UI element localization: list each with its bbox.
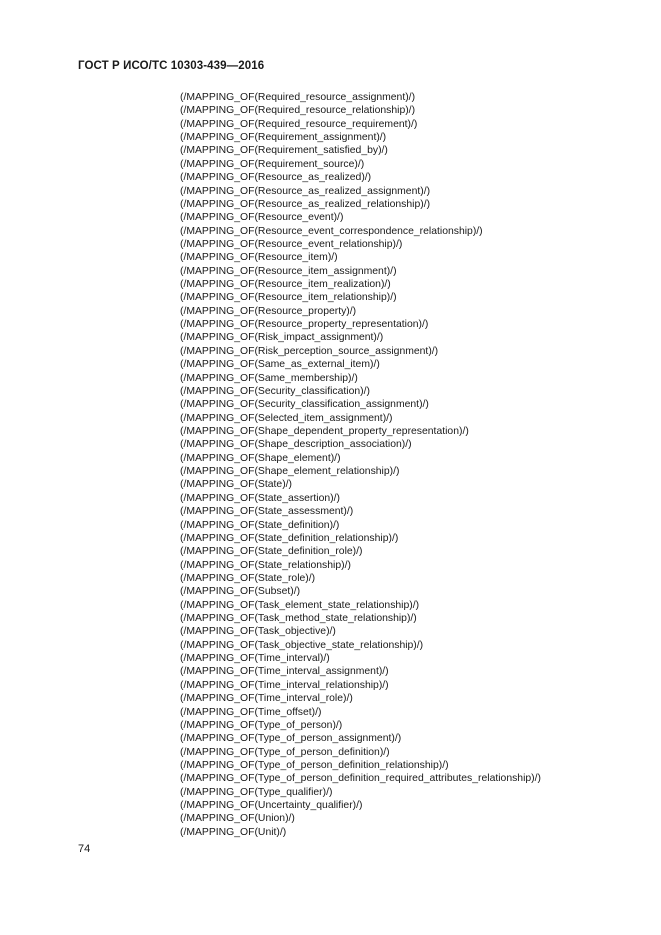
mapping-line: (/MAPPING_OF(Resource_as_realized)/) — [180, 172, 372, 184]
mapping-line: (/MAPPING_OF(Requirement_assignment)/) — [180, 132, 387, 144]
mapping-line: (/MAPPING_OF(Type_of_person_assignment)/) — [180, 733, 402, 745]
mapping-line: (/MAPPING_OF(Same_as_external_item)/) — [180, 359, 380, 371]
mapping-line: (/MAPPING_OF(Required_resource_requirement)/) — [180, 118, 418, 130]
mapping-line: (/MAPPING_OF(Risk_impact_assignment)/) — [180, 332, 384, 344]
mapping-line: (/MAPPING_OF(State_definition)/) — [180, 519, 340, 531]
mapping-line: (/MAPPING_OF(Time_interval_relationship)/) — [180, 679, 389, 691]
mapping-line: (/MAPPING_OF(Required_resource_relationship)/) — [180, 105, 416, 117]
mapping-line: (/MAPPING_OF(Resource_event_relationship)/) — [180, 238, 403, 250]
mapping-line: (/MAPPING_OF(Task_method_state_relationship)/) — [180, 613, 417, 625]
mapping-line: (/MAPPING_OF(Subset)/) — [180, 586, 301, 598]
mapping-line: (/MAPPING_OF(Shape_description_association)/) — [180, 439, 412, 451]
mapping-line: (/MAPPING_OF(Requirement_satisfied_by)/) — [180, 145, 388, 157]
mapping-line: (/MAPPING_OF(State)/) — [180, 479, 293, 491]
mapping-line: (/MAPPING_OF(Resource_property)/) — [180, 305, 357, 317]
mapping-line: (/MAPPING_OF(Time_interval_role)/) — [180, 693, 353, 705]
mapping-list — [180, 91, 541, 839]
mapping-line: (/MAPPING_OF(Uncertainty_qualifier)/) — [180, 800, 363, 812]
mapping-line: (/MAPPING_OF(Type_of_person_definition_relationship)/) — [180, 759, 449, 771]
mapping-line: (/MAPPING_OF(Risk_perception_source_assignment)/) — [180, 345, 439, 357]
mapping-line: (/MAPPING_OF(Resource_event)/) — [180, 212, 344, 224]
mapping-line: (/MAPPING_OF(Unit)/) — [180, 826, 287, 838]
mapping-line: (/MAPPING_OF(State_role)/) — [180, 572, 316, 584]
mapping-line: (/MAPPING_OF(State_assertion)/) — [180, 492, 340, 504]
mapping-line: (/MAPPING_OF(Task_objective)/) — [180, 626, 336, 638]
mapping-line: (/MAPPING_OF(Union)/) — [180, 813, 295, 825]
mapping-line: (/MAPPING_OF(Resource_item_relationship)/) — [180, 292, 397, 304]
mapping-line: (/MAPPING_OF(Type_of_person)/) — [180, 719, 343, 731]
mapping-line: (/MAPPING_OF(Task_objective_state_relationship)/) — [180, 639, 424, 651]
mapping-line: (/MAPPING_OF(Resource_item)/) — [180, 252, 338, 264]
document-header: ГОСТ Р ИСО/ТС 10303-439—2016 — [78, 60, 265, 72]
mapping-line: (/MAPPING_OF(Resource_item_realization)/) — [180, 279, 391, 291]
mapping-line: (/MAPPING_OF(Resource_item_assignment)/) — [180, 265, 397, 277]
mapping-line: (/MAPPING_OF(Task_element_state_relationship)/) — [180, 599, 420, 611]
mapping-line: (/MAPPING_OF(Time_offset)/) — [180, 706, 322, 718]
mapping-line: (/MAPPING_OF(Type_qualifier)/) — [180, 786, 333, 798]
mapping-line: (/MAPPING_OF(Shape_element)/) — [180, 452, 341, 464]
mapping-line: (/MAPPING_OF(State_definition_relationship)/) — [180, 532, 399, 544]
mapping-line: (/MAPPING_OF(Resource_event_correspondence_relationship)/) — [180, 225, 483, 237]
mapping-line: (/MAPPING_OF(Resource_property_representation)/) — [180, 319, 429, 331]
mapping-line: (/MAPPING_OF(Shape_element_relationship)/) — [180, 466, 400, 478]
mapping-line: (/MAPPING_OF(Same_membership)/) — [180, 372, 358, 384]
mapping-line: (/MAPPING_OF(Resource_as_realized_assignment)/) — [180, 185, 431, 197]
mapping-line: (/MAPPING_OF(Selected_item_assignment)/) — [180, 412, 393, 424]
mapping-line: (/MAPPING_OF(Requirement_source)/) — [180, 158, 365, 170]
page-number: 74 — [78, 843, 91, 855]
mapping-line: (/MAPPING_OF(Security_classification_assignment)/) — [180, 399, 429, 411]
mapping-line: (/MAPPING_OF(State_definition_role)/) — [180, 546, 363, 558]
mapping-line: (/MAPPING_OF(State_relationship)/) — [180, 559, 351, 571]
mapping-line: (/MAPPING_OF(Time_interval_assignment)/) — [180, 666, 389, 678]
mapping-line: (/MAPPING_OF(Security_classification)/) — [180, 385, 370, 397]
mapping-line: (/MAPPING_OF(Shape_dependent_property_representation)/) — [180, 425, 469, 437]
mapping-line: (/MAPPING_OF(Type_of_person_definition_required_attributes_relationship)/) — [180, 773, 541, 785]
mapping-line: (/MAPPING_OF(Required_resource_assignment)/) — [180, 92, 416, 103]
mapping-line: (/MAPPING_OF(Time_interval)/) — [180, 653, 330, 665]
mapping-line: (/MAPPING_OF(Resource_as_realized_relationship)/) — [180, 198, 431, 210]
mapping-line: (/MAPPING_OF(Type_of_person_definition)/) — [180, 746, 390, 758]
mapping-line: (/MAPPING_OF(State_assessment)/) — [180, 506, 354, 518]
